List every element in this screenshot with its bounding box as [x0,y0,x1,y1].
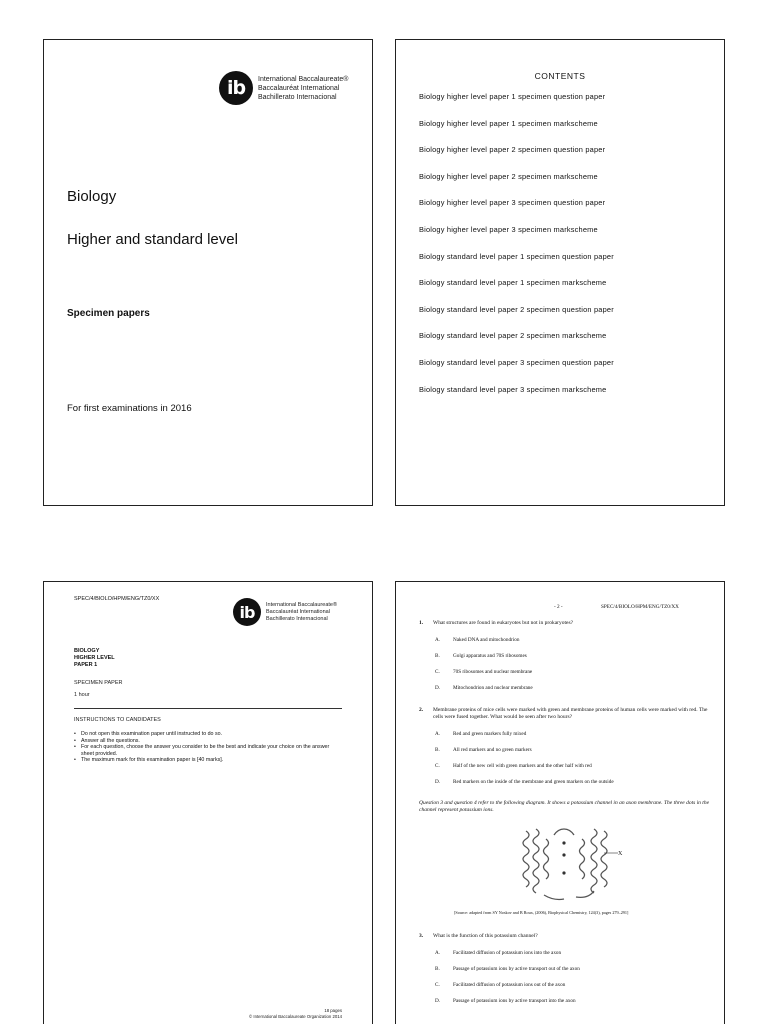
instruction-item: • For each question, choose the answer you consider to be the best and indicate your choice on the answer sheet provided. [74,744,343,757]
instructions-title: INSTRUCTIONS TO CANDIDATES [74,717,161,723]
ib-logo-icon: ib [233,598,261,626]
copyright: © International Baccalaureate Organization 2014 [249,1013,342,1019]
option-text: Red markers on the inside of the membrane and green markers on the outside [453,779,614,785]
option-text: Half of the new cell with green markers and the other half with red [453,763,592,769]
answer-option[interactable] [435,747,532,753]
answer-option[interactable] [435,982,565,988]
ib-logo-icon: ib [219,71,253,105]
answer-option[interactable] [435,653,527,659]
ib-logo-text [258,75,348,102]
option-letter: B. [435,747,440,753]
question-text: What structures are found in eukaryotes but not in prokaryotes? [433,620,574,626]
answer-option[interactable] [435,966,580,972]
option-text: Facilitated diffusion of potassium ions into the axon [453,950,562,956]
contents-item[interactable]: Biology higher level paper 2 specimen question paper [419,145,606,155]
exam-subject: BIOLOGY [74,648,100,654]
answer-option[interactable] [435,950,561,956]
ib-logo-line: Bachillerato Internacional [258,93,337,101]
option-letter: D. [435,685,441,691]
option-text: Golgi apparatus and 70S ribosomes [453,653,527,659]
option-text: Naked DNA and mitochondrion [453,637,520,643]
ib-logo-line: International Baccalaureate® [266,601,338,608]
cover-specimen: Specimen papers [67,308,150,319]
exam-specimen: SPECIMEN PAPER [74,680,123,686]
option-text: 70S ribosomes and nuclear membrane [453,669,533,675]
contents-item[interactable]: Biology standard level paper 2 specimen markscheme [419,331,607,341]
contents-item[interactable]: Biology standard level paper 2 specimen question paper [419,304,614,314]
diagram-source: [Source: adapted from SY Noskov and B Roux, (2006), Biophysical Chemistry, 124(3), pages 279–291] [454,910,629,915]
diagram-label-x: X [618,851,623,857]
page-count: 18 pages [324,1008,342,1013]
option-text: Red and green markers fully mixed [453,731,527,737]
option-text: Facilitated diffusion of potassium ions out of the axon [453,982,566,988]
exam-footer [249,1008,342,1019]
question-intro: Question 3 and question 4 refer to the following diagram. It shows a potassium channel in an axon membrane. The three dots in the channel represent potassium ions. [419,800,710,813]
contents-item[interactable]: Biology standard level paper 1 specimen question paper [419,251,614,261]
option-text: Passage of potassium ions by active transport into the axon [453,998,576,1004]
instruction-item: • Answer all the questions. [74,738,343,745]
contents-item[interactable]: Biology higher level paper 3 specimen question paper [419,198,606,208]
answer-option[interactable] [435,685,533,691]
answer-option[interactable] [435,731,526,737]
instruction-item: • Do not open this examination paper until instructed to do so. [74,731,343,738]
option-text: Mitochondrion and nuclear membrane [453,685,533,691]
contents-item[interactable]: Biology higher level paper 2 specimen markscheme [419,171,598,181]
cover-level: Higher and standard level [67,231,238,248]
option-letter: A. [435,637,441,643]
ib-logo-text [266,602,337,623]
contents-page [395,39,725,506]
cover-page [43,39,373,506]
answer-option[interactable] [435,763,592,769]
exam-code: SPEC/4/BIOLO/HPM/ENG/TZ0/XX [601,604,679,610]
divider [74,708,342,709]
instruction-item: • The maximum mark for this examination paper is [40 marks]. [74,757,343,764]
option-letter: C. [435,982,440,988]
option-text: All red markers and no green markers [453,747,532,753]
ib-logo [233,598,337,626]
ib-logo-line: International Baccalaureate® [258,75,349,83]
question-text: What is the function of this potassium channel? [433,933,538,939]
answer-option[interactable] [435,779,614,785]
page-number: - 2 - [554,604,563,610]
option-letter: C. [435,669,440,675]
question-number: 3. [419,933,424,939]
contents-item[interactable]: Biology standard level paper 1 specimen markscheme [419,278,607,288]
ib-logo [219,71,348,105]
contents-item[interactable]: Biology standard level paper 3 specimen markscheme [419,384,607,394]
answer-option[interactable] [435,998,576,1004]
question-number: 2. [419,707,424,713]
question-number: 1. [419,620,424,626]
option-letter: D. [435,779,441,785]
contents-list [419,92,614,411]
option-letter: D. [435,998,441,1004]
exam-code: SPEC/4/BIOLO/HPM/ENG/TZ0/XX [74,596,160,602]
contents-item[interactable]: Biology higher level paper 3 specimen markscheme [419,224,598,234]
exam-cover-page [43,581,373,1024]
option-letter: C. [435,763,440,769]
potassium-channel-diagram [514,825,624,905]
contents-item[interactable]: Biology higher level paper 1 specimen markscheme [419,118,598,128]
option-letter: A. [435,950,441,956]
ib-logo-line: Baccalauréat International [266,608,330,615]
contents-title: CONTENTS [534,71,586,81]
cover-first-exams: For first examinations in 2016 [67,403,192,414]
exam-duration: 1 hour [74,692,90,698]
ib-logo-line: Baccalauréat International [258,84,340,92]
option-letter: A. [435,731,441,737]
answer-option[interactable] [435,637,519,643]
option-letter: B. [435,966,440,972]
ib-logo-line: Bachillerato Internacional [266,615,328,622]
option-text: Passage of potassium ions by active transport out of the axon [453,966,580,972]
question-text: Membrane proteins of mice cells were marked with green and membrane proteins of human cells were marked with red. The cells were fused together. What would be seen after two hours? [433,707,708,720]
answer-option[interactable] [435,669,532,675]
contents-item[interactable]: Biology higher level paper 1 specimen question paper [419,92,606,101]
contents-item[interactable]: Biology standard level paper 3 specimen question paper [419,357,614,367]
exam-paper: PAPER 1 [74,662,98,668]
option-letter: B. [435,653,440,659]
exam-questions-page [395,581,725,1024]
exam-level: HIGHER LEVEL [74,655,115,661]
exam-heading [74,648,115,669]
cover-subject: Biology [67,188,117,205]
instructions-list [74,731,343,764]
